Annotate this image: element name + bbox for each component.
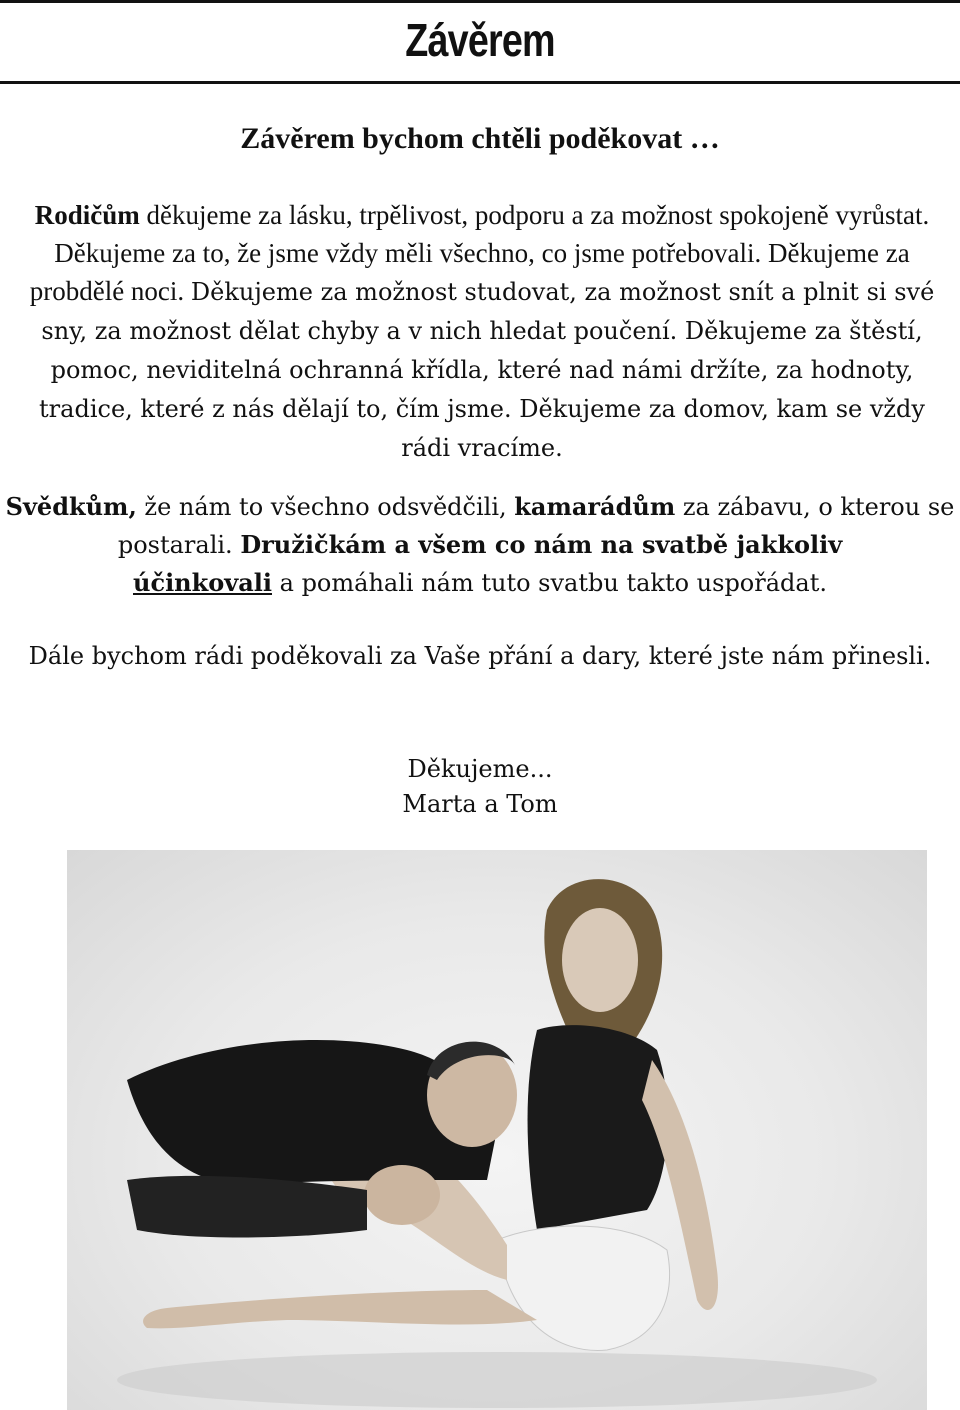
title-bar	[0, 0, 960, 84]
couple-photo	[67, 850, 927, 1410]
closing-signature: Marta a Tom	[402, 790, 558, 818]
lead-bridesmaids: Družičkám a všem co nám na svatbě jakkoliv	[240, 530, 843, 559]
closing	[0, 752, 960, 822]
page-title: Závěrem	[405, 14, 555, 66]
paragraph-gifts: Dále bychom rádi poděkovali za Vaše přání a dary, které jste nám přinesli.	[28, 642, 932, 670]
lead-parents: Rodičům	[34, 200, 140, 230]
lead-friends: kamarádům	[514, 492, 676, 521]
closing-thanks: Děkujeme...	[407, 755, 553, 783]
parents-text-continued: Děkujeme za možnost studovat, za možnost snít a plnit si své sny, za možnost dělat chyby a v nich hledat poučení. Děkujeme za štěstí, pomoc, neviditelná ochranná křídla, které nad námi držíte, za hodnoty, tradice, které z nás dělají to, čím jsme. Děkujeme za domov, kam se vždy rádi vracíme.	[39, 278, 935, 462]
paragraph-parents	[12, 196, 952, 467]
helpers-text: a pomáhali nám tuto svatbu takto uspořádat.	[272, 569, 827, 597]
lead-participated: účinkovali	[133, 568, 272, 597]
paragraph-witnesses	[0, 488, 960, 602]
lead-witnesses: Svědkům,	[5, 492, 137, 521]
friends-text: za zábavu, o kterou se postarali.	[117, 493, 955, 559]
subtitle: Závěrem bychom chtěli poděkovat …	[240, 122, 720, 155]
couple-photo-illustration	[67, 850, 927, 1410]
parents-text: děkujeme za lásku, trpělivost, podporu a za možnost spokojeně vyrůstat. Děkujeme za to, že jsme vždy měli všechno, co jsme potřebovali. Děkujeme za probdělé noci.	[29, 200, 930, 306]
witnesses-text: že nám to všechno odsvědčili,	[136, 493, 515, 521]
